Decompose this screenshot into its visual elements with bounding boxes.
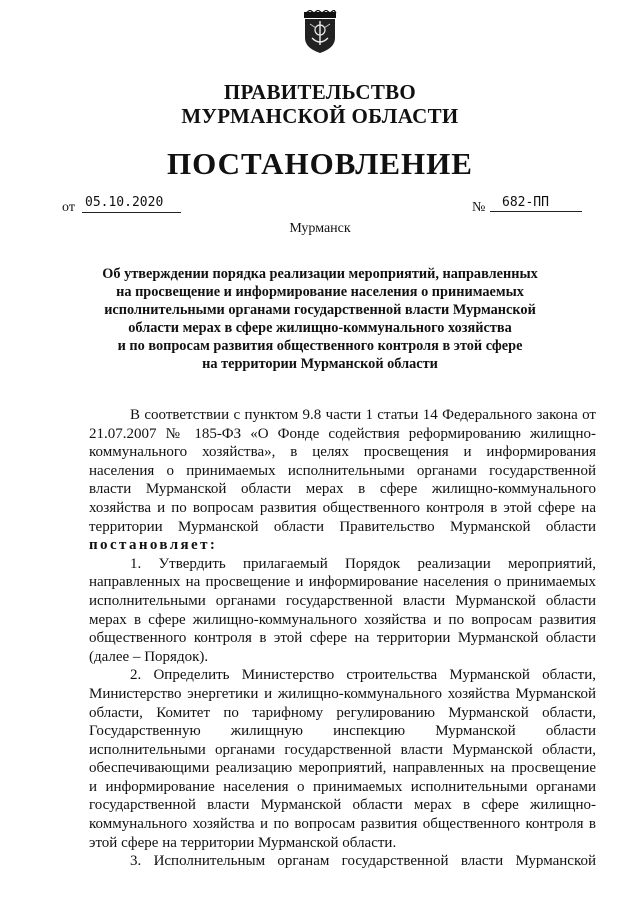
- date-prefix: от: [62, 200, 75, 215]
- body-line: 1. Утвердить прилагаемый Порядок реализации мероприятий,: [130, 555, 596, 572]
- body-line: Государственную жилищную инспекцию Мурманской области: [89, 723, 596, 740]
- body-line: коммунального хозяйства», в целях просвещения и информирования: [89, 444, 596, 461]
- body-line: области, Комитет по тарифному регулированию Мурманской области,: [89, 704, 596, 721]
- document-number: 682-ПП: [490, 195, 582, 212]
- body-line: направленных на просвещение и информирование населения о принимаемых: [89, 574, 596, 591]
- document-type-heading: ПОСТАНОВЛЕНИЕ: [167, 146, 473, 181]
- body-line: 21.07.2007 № 185-ФЗ «О Фонде содействия реформированию жилищно-: [89, 425, 596, 442]
- government-name-line1: ПРАВИТЕЛЬСТВО: [223, 80, 417, 104]
- body-line: территории Мурманской области Правительство Мурманской области: [89, 518, 596, 535]
- body-line: и информирование населения о принимаемых исполнительными органами: [89, 778, 596, 795]
- title-line: области мерах в сфере жилищно-коммунального хозяйства: [128, 320, 512, 336]
- coat-of-arms-emblem: [302, 10, 338, 54]
- document-date: 05.10.2020: [82, 195, 181, 213]
- title-line: исполнительными органами государственной власти Мурманской: [104, 302, 536, 318]
- title-line: на территории Мурманской области: [202, 356, 438, 372]
- body-line: 3. Исполнительным органам государственной власти Мурманской: [130, 853, 596, 870]
- body-line: хозяйства и по вопросам развития общественного контроля в этой сфере на: [89, 499, 596, 516]
- body-line: государственной власти Мурманской области мерах в сфере жилищно-: [89, 797, 596, 814]
- title-line: на просвещение и информирование населения о принимаемых: [116, 284, 524, 300]
- body-line: мерах в сфере жилищно-коммунального хозяйства и по вопросам развития: [89, 611, 596, 628]
- body-line: общественного контроля в этой сфере на территории Мурманской области: [89, 630, 596, 647]
- title-line: Об утверждении порядка реализации мероприятий, направленных: [102, 266, 538, 282]
- document-body: [89, 406, 596, 871]
- body-line: исполнительными органами государственной власти Мурманской области: [89, 592, 596, 609]
- body-line: Министерство энергетики и жилищно-коммунального хозяйства Мурманской: [89, 685, 596, 702]
- body-line: обеспечивающими реализацию мероприятий, направленных на просвещение: [89, 760, 596, 777]
- number-prefix: №: [472, 200, 486, 215]
- body-line: власти Мурманской области мерах в сфере жилищно-коммунального: [89, 481, 596, 498]
- body-line: коммунального хозяйства и по вопросам развития общественного контроля в: [89, 816, 596, 833]
- resolution-word: постановляет:: [89, 537, 218, 554]
- body-line: (далее – Порядок).: [89, 648, 209, 665]
- body-line: 2. Определить Министерство строительства Мурманской области,: [130, 667, 596, 684]
- body-line: этой сфере на территории Мурманской области.: [89, 834, 397, 851]
- government-name-line2: МУРМАНСКОЙ ОБЛАСТИ: [181, 104, 459, 128]
- title-line: и по вопросам развития общественного контроля в этой сфере: [117, 338, 523, 354]
- body-line: населения о принимаемых исполнительными органами государственной: [89, 462, 596, 479]
- document-title: [90, 265, 550, 373]
- body-line: исполнительными органами государственной власти Мурманской области,: [89, 741, 596, 758]
- body-line: В соответствии с пунктом 9.8 части 1 статьи 14 Федерального закона от: [130, 407, 596, 423]
- city-name: Мурманск: [289, 221, 351, 236]
